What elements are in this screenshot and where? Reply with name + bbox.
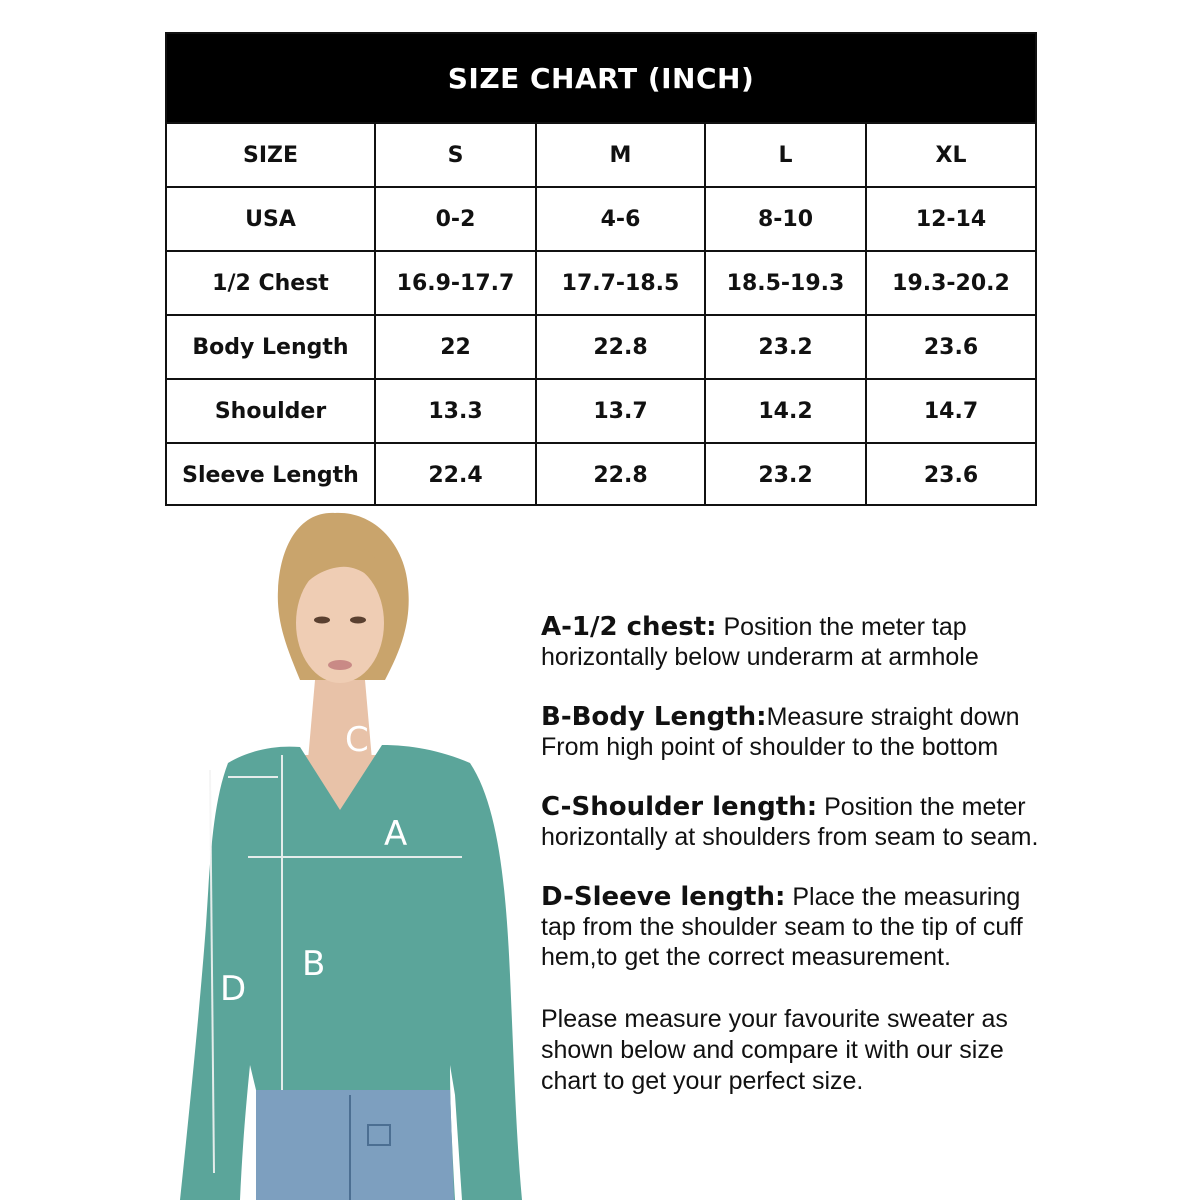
table-cell: 8-10 <box>705 187 866 251</box>
table-cell: 16.9-17.7 <box>375 251 536 315</box>
table-cell: 22 <box>375 315 536 379</box>
table-cell: 0-2 <box>375 187 536 251</box>
row-label-cell: Shoulder <box>167 379 375 443</box>
table-cell: 23.2 <box>705 443 866 506</box>
size-table <box>167 124 1035 506</box>
table-cell: 22.8 <box>536 315 705 379</box>
size-chart <box>165 32 1037 506</box>
table-cell: 14.2 <box>705 379 866 443</box>
table-row <box>167 187 1035 251</box>
table-cell: 22.8 <box>536 443 705 506</box>
table-row <box>167 379 1035 443</box>
note-text: Measure straight down From high point of shoulder to the bottom <box>541 703 1020 761</box>
table-cell: 13.3 <box>375 379 536 443</box>
measurement-note <box>541 792 1061 852</box>
label-d: D <box>220 969 247 1009</box>
model-illustration <box>150 505 530 1200</box>
table-cell: XL <box>866 124 1035 187</box>
table-cell: 4-6 <box>536 187 705 251</box>
table-cell: 13.7 <box>536 379 705 443</box>
measuring-tip: Please measure your favourite sweater as shown below and compare it with our size chart to get your perfect size. <box>541 1005 1008 1095</box>
note-text: Place the measuring tap from the shoulder seam to the tip of cuff hem,to get the correct measurement. <box>541 883 1023 971</box>
table-cell: 23.2 <box>705 315 866 379</box>
table-cell: M <box>536 124 705 187</box>
row-label-cell: Body Length <box>167 315 375 379</box>
note-term: B-Body Length: <box>541 702 767 732</box>
measurement-note <box>541 612 1061 672</box>
measurement-note <box>541 702 1061 762</box>
row-label-cell: Sleeve Length <box>167 443 375 506</box>
note-text: Position the meter tap horizontally below underarm at armhole <box>541 613 979 671</box>
measurement-note <box>541 882 1061 972</box>
table-header-row <box>167 124 1035 187</box>
notes-list <box>541 612 1061 972</box>
model-jeans <box>256 1090 454 1200</box>
size-chart-title: SIZE CHART (INCH) <box>167 34 1035 124</box>
table-cell: L <box>705 124 866 187</box>
table-cell: 19.3-20.2 <box>866 251 1035 315</box>
table-cell: 18.5-19.3 <box>705 251 866 315</box>
table-cell: S <box>375 124 536 187</box>
table-row <box>167 443 1035 506</box>
row-label-cell: USA <box>167 187 375 251</box>
row-label-cell: SIZE <box>167 124 375 187</box>
note-term: A-1/2 chest: <box>541 612 717 642</box>
table-row <box>167 315 1035 379</box>
note-text: Position the meter horizontally at shoulders from seam to seam. <box>541 793 1039 851</box>
label-c: C <box>345 720 369 760</box>
note-term: C-Shoulder length: <box>541 792 818 822</box>
table-cell: 17.7-18.5 <box>536 251 705 315</box>
table-cell: 12-14 <box>866 187 1035 251</box>
table-cell: 22.4 <box>375 443 536 506</box>
model-figure <box>150 505 530 1200</box>
table-cell: 23.6 <box>866 443 1035 506</box>
table-cell: 23.6 <box>866 315 1035 379</box>
label-b: B <box>302 944 326 984</box>
table-row <box>167 251 1035 315</box>
measurement-notes <box>541 612 1061 1097</box>
table-cell: 14.7 <box>866 379 1035 443</box>
label-a: A <box>384 814 408 854</box>
note-term: D-Sleeve length: <box>541 882 786 912</box>
row-label-cell: 1/2 Chest <box>167 251 375 315</box>
